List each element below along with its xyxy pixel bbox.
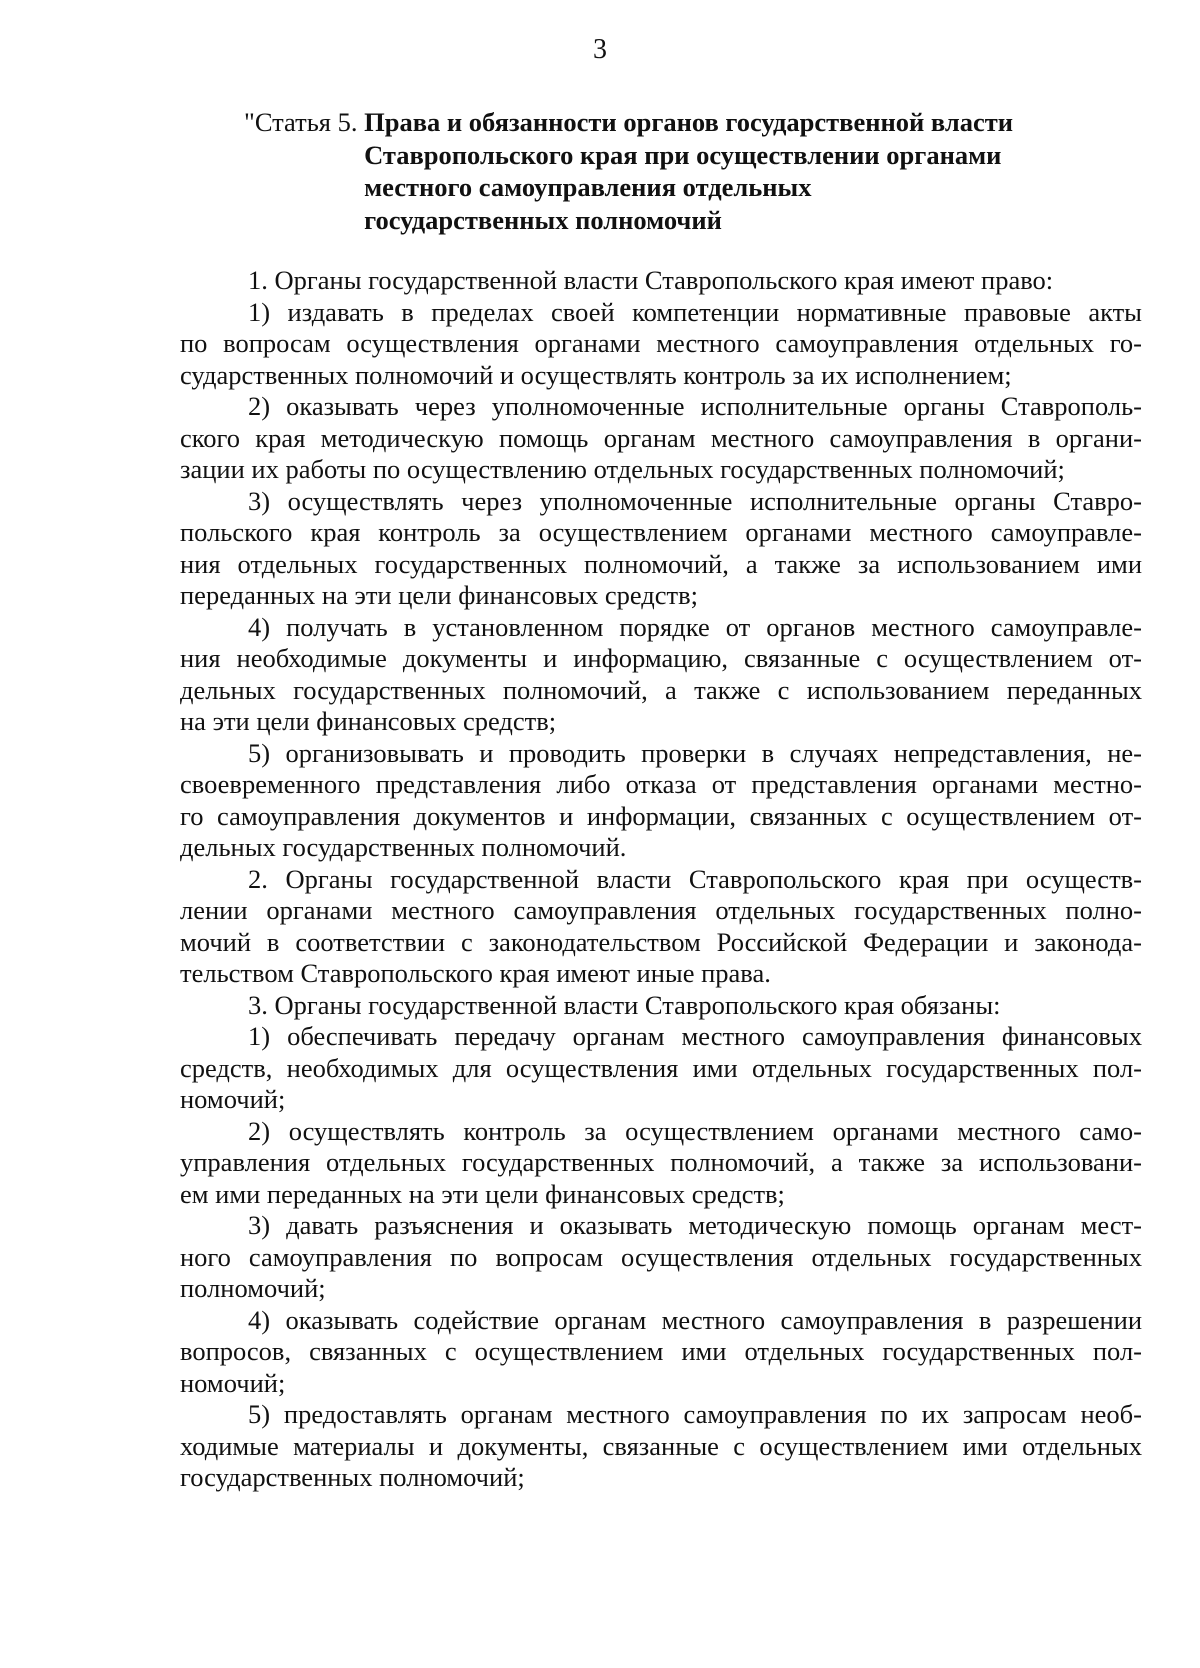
paragraph-line: дельных государственных полномочий, а также с использованием переданных xyxy=(180,674,1142,705)
paragraph xyxy=(180,864,1142,990)
paragraph-line: зации их работы по осуществлению отдельных государственных полномочий; xyxy=(180,454,1065,484)
article-title xyxy=(364,106,1013,236)
article-title-line: Права и обязанности органов государственной власти xyxy=(364,107,1014,137)
paragraph-line: мочий в соответствии с законодательством Российской Федерации и законода- xyxy=(180,926,1142,957)
article-body xyxy=(180,265,1142,1494)
paragraph xyxy=(180,1210,1142,1305)
article-heading xyxy=(244,106,1104,236)
paragraph-line: по вопросам осуществления органами местного самоуправления отдельных го- xyxy=(180,328,1142,358)
paragraph-line: го самоуправления документов и информации, связанных с осуществлением от- xyxy=(180,800,1142,831)
paragraph-line: 4) оказывать содействие органам местного самоуправления в разрешении xyxy=(248,1304,1142,1335)
paragraph-line: переданных на эти цели финансовых средств; xyxy=(180,580,699,610)
paragraph-line: 2. Органы государственной власти Ставропольского края при осуществ- xyxy=(248,863,1142,894)
paragraph-line: 3) давать разъяснения и оказывать методическую помощь органам мест- xyxy=(248,1210,1142,1240)
paragraph-line: средств, необходимых для осуществления ими отдельных государственных пол- xyxy=(180,1052,1142,1083)
paragraph xyxy=(180,612,1142,738)
paragraph-line: тельством Ставропольского края имеют иные права. xyxy=(180,958,771,988)
paragraph xyxy=(180,391,1142,486)
paragraph-line: сударственных полномочий и осуществлять контроль за их исполнением; xyxy=(180,359,1012,390)
paragraph xyxy=(180,1116,1142,1211)
paragraph-line: 2) осуществлять контроль за осуществлением органами местного само- xyxy=(248,1115,1142,1146)
paragraph-line: 5) предоставлять органам местного самоуправления по их запросам необ- xyxy=(248,1399,1142,1429)
page-number: 3 xyxy=(593,34,607,65)
paragraph-line: государственных полномочий; xyxy=(180,1462,525,1492)
paragraph-line: 4) получать в установленном порядке от органов местного самоуправле- xyxy=(248,611,1142,642)
article-title-line: Ставропольского края при осуществлении органами xyxy=(364,139,1002,170)
paragraph-line: управления отдельных государственных полномочий, а также за использовани- xyxy=(180,1147,1142,1177)
paragraph-line: ем ими переданных на эти цели финансовых средств; xyxy=(180,1178,785,1209)
article-number: "Статья 5. xyxy=(244,107,365,137)
paragraph-line: ского края методическую помощь органам местного самоуправления в органи- xyxy=(180,422,1142,453)
paragraph-line: ния отдельных государственных полномочий, а также за использованием ими xyxy=(180,548,1142,579)
paragraph-line: номочий; xyxy=(180,1084,286,1114)
paragraph xyxy=(180,1305,1142,1400)
paragraph-line: полномочий; xyxy=(180,1273,326,1303)
paragraph xyxy=(180,990,1142,1022)
paragraph-line: 1) обеспечивать передачу органам местного самоуправления финансовых xyxy=(248,1021,1142,1051)
paragraph xyxy=(180,486,1142,612)
paragraph xyxy=(180,265,1142,297)
paragraph-line: 1. Органы государственной власти Ставропольского края имеют право: xyxy=(248,265,1054,295)
paragraph-line: 5) организовывать и проводить проверки в случаях непредставления, не- xyxy=(248,737,1142,768)
paragraph-line: своевременного представления либо отказа от представления органами местно- xyxy=(180,769,1142,799)
paragraph-line: дельных государственных полномочий. xyxy=(180,832,627,862)
paragraph xyxy=(180,738,1142,864)
paragraph-line: 3) осуществлять через уполномоченные исполнительные органы Ставро- xyxy=(248,485,1142,516)
paragraph-line: лении органами местного самоуправления отдельных государственных полно- xyxy=(180,895,1142,925)
paragraph-line: 1) издавать в пределах своей компетенции нормативные правовые акты xyxy=(248,296,1142,327)
paragraph-line: на эти цели финансовых средств; xyxy=(180,706,557,736)
article-title-line: местного самоуправления отдельных xyxy=(364,172,812,202)
paragraph-line: ния необходимые документы и информацию, связанные с осуществлением от- xyxy=(180,643,1142,673)
article-heading-row xyxy=(244,106,1104,236)
article-title-line: государственных полномочий xyxy=(364,204,722,235)
paragraph-line: номочий; xyxy=(180,1367,286,1398)
paragraph xyxy=(180,297,1142,392)
paragraph xyxy=(180,1399,1142,1494)
paragraph-line: 2) оказывать через уполномоченные исполнительные органы Ставрополь- xyxy=(248,391,1142,421)
paragraph-line: польского края контроль за осуществлением органами местного самоуправле- xyxy=(180,517,1142,547)
paragraph-line: вопросов, связанных с осуществлением ими отдельных государственных пол- xyxy=(180,1336,1142,1366)
paragraph-line: ного самоуправления по вопросам осуществления отдельных государственных xyxy=(180,1241,1142,1272)
paragraph-line: 3. Органы государственной власти Ставропольского края обязаны: xyxy=(248,989,1001,1020)
paragraph-line: ходимые материалы и документы, связанные с осуществлением ими отдельных xyxy=(180,1430,1142,1461)
paragraph xyxy=(180,1021,1142,1116)
